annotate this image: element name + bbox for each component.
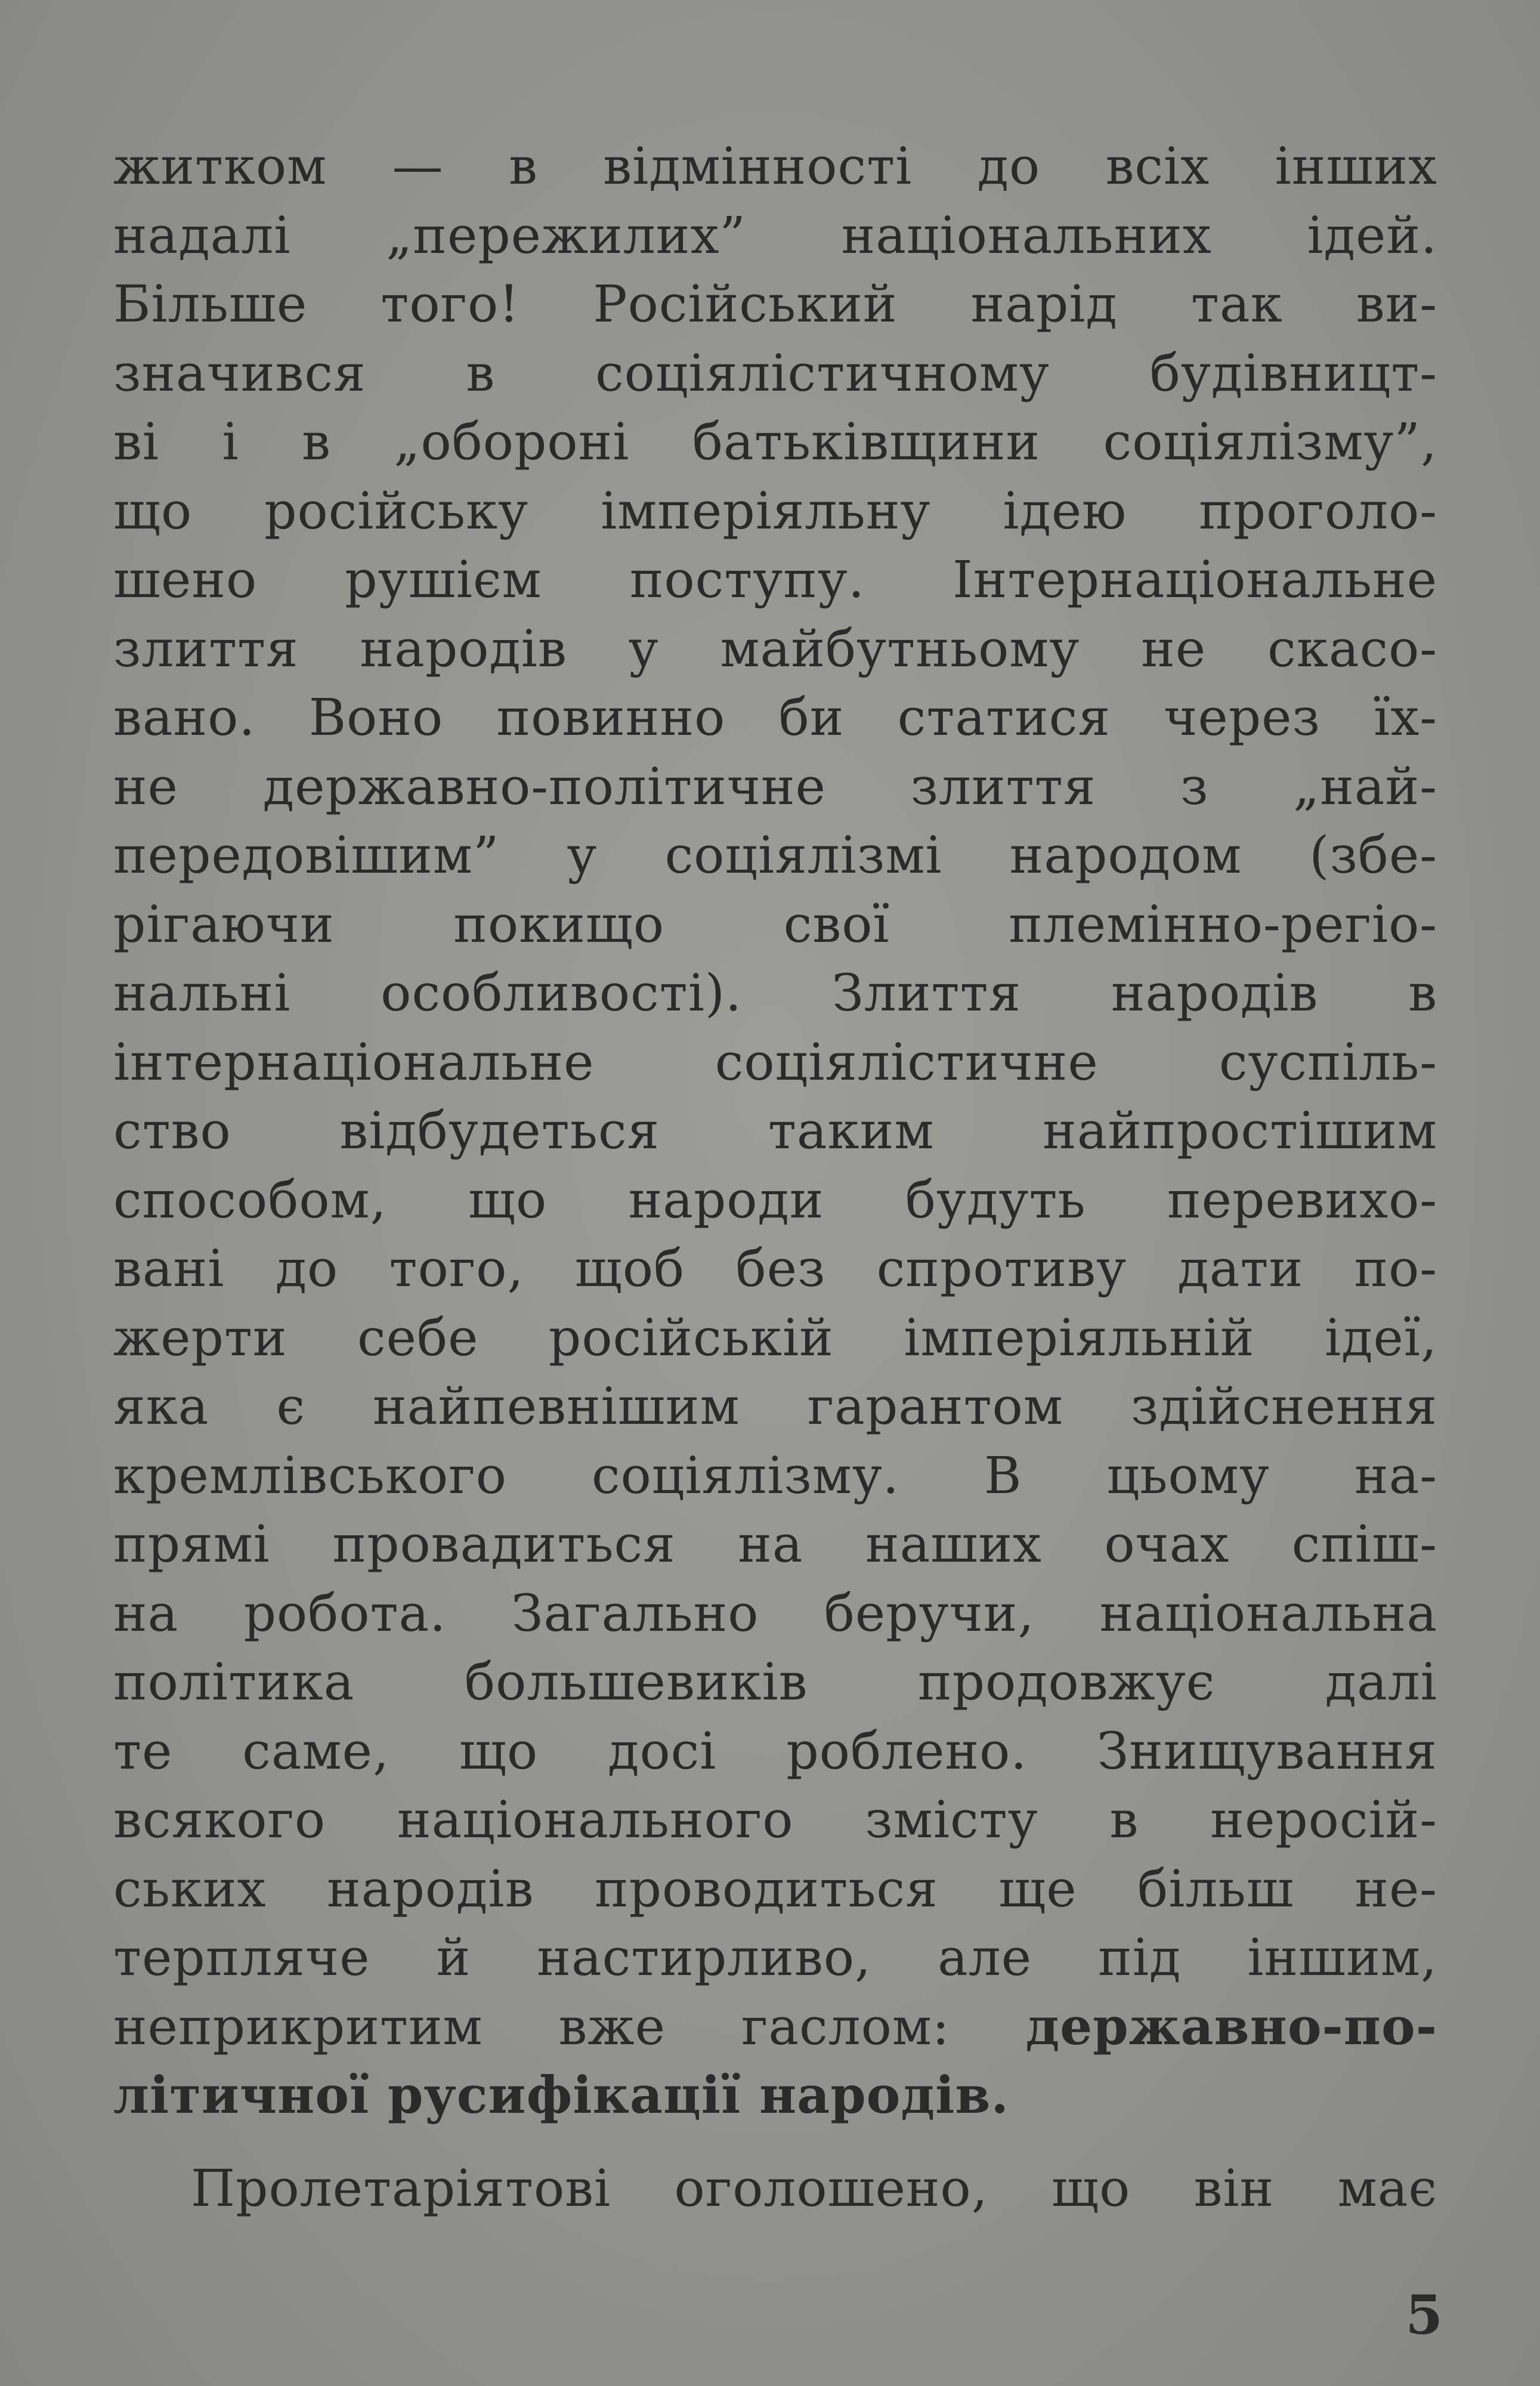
text-line: способом, що народи будуть перевихо-	[113, 1170, 1437, 1230]
text-line: передовішим” у соціялізмі народом (збе-	[113, 826, 1437, 885]
text-line: рігаючи покищо свої племінно-регіо-	[113, 895, 1437, 954]
paragraph-gap	[113, 2131, 1437, 2155]
text-line-regular-part: неприкритим вже гаслом:	[113, 1997, 950, 2057]
text-line: значився в соціялістичному будівницт-	[113, 344, 1437, 403]
text-line: вано. Воно повинно би статися через їх-	[113, 688, 1437, 747]
page-number: 5	[1405, 2283, 1443, 2347]
text-line: жерти себе російській імперіяльній ідеї,	[113, 1308, 1437, 1368]
text-line: яка є найпевнішим гарантом здійснення	[113, 1377, 1437, 1436]
text-line: на робота. Загально беручи, національна	[113, 1584, 1437, 1643]
text-line: шено рушієм поступу. Інтернаціональне	[113, 551, 1437, 610]
text-line: Більше того! Російський нарід так ви-	[113, 275, 1437, 334]
text-line: надалі „пережилих” національних ідей.	[113, 206, 1437, 265]
text-line: не державно-політичне злиття з „най-	[113, 757, 1437, 817]
text-line: ських народів проводиться ще більш не-	[113, 1859, 1437, 1919]
text-line: інтернаціональне соціялістичне суспіль-	[113, 1033, 1437, 1092]
text-line-mixed	[113, 1993, 1437, 2062]
text-line: всякого національного змісту в неросій-	[113, 1791, 1437, 1850]
text-line: кремлівського соціялізму. В цьому на-	[113, 1446, 1437, 1506]
text-line: вані до того, щоб без спротиву дати по-	[113, 1240, 1437, 1299]
text-line: злиття народів у майбутньому не скасо-	[113, 619, 1437, 679]
emphasis-line: літичної русифікації народів.	[113, 2066, 1009, 2125]
paragraph-first-line: Пролетаріятові оголошено, що він має	[191, 2159, 1437, 2218]
text-line: терпляче й настирливо, але під іншим,	[113, 1928, 1437, 1988]
text-line: ство відбудеться таким найпростішим	[113, 1102, 1437, 1161]
text-line: політика большевиків продовжує далі	[113, 1653, 1437, 1712]
text-line: прямі провадиться на наших очах спіш-	[113, 1515, 1437, 1574]
text-line: житком — в відмінності до всіх інших	[113, 137, 1437, 196]
text-line: те саме, що досі роблено. Знищування	[113, 1721, 1437, 1781]
text-line: що російську імперіяльну ідею проголо-	[113, 481, 1437, 541]
body-text	[113, 132, 1437, 2223]
text-line: нальні особливості). Злиття народів в	[113, 964, 1437, 1023]
text-line: ві і в „обороні батьківщини соціялізму”,	[113, 413, 1437, 472]
emphasis-text: державно-по-	[1025, 1996, 1437, 2057]
